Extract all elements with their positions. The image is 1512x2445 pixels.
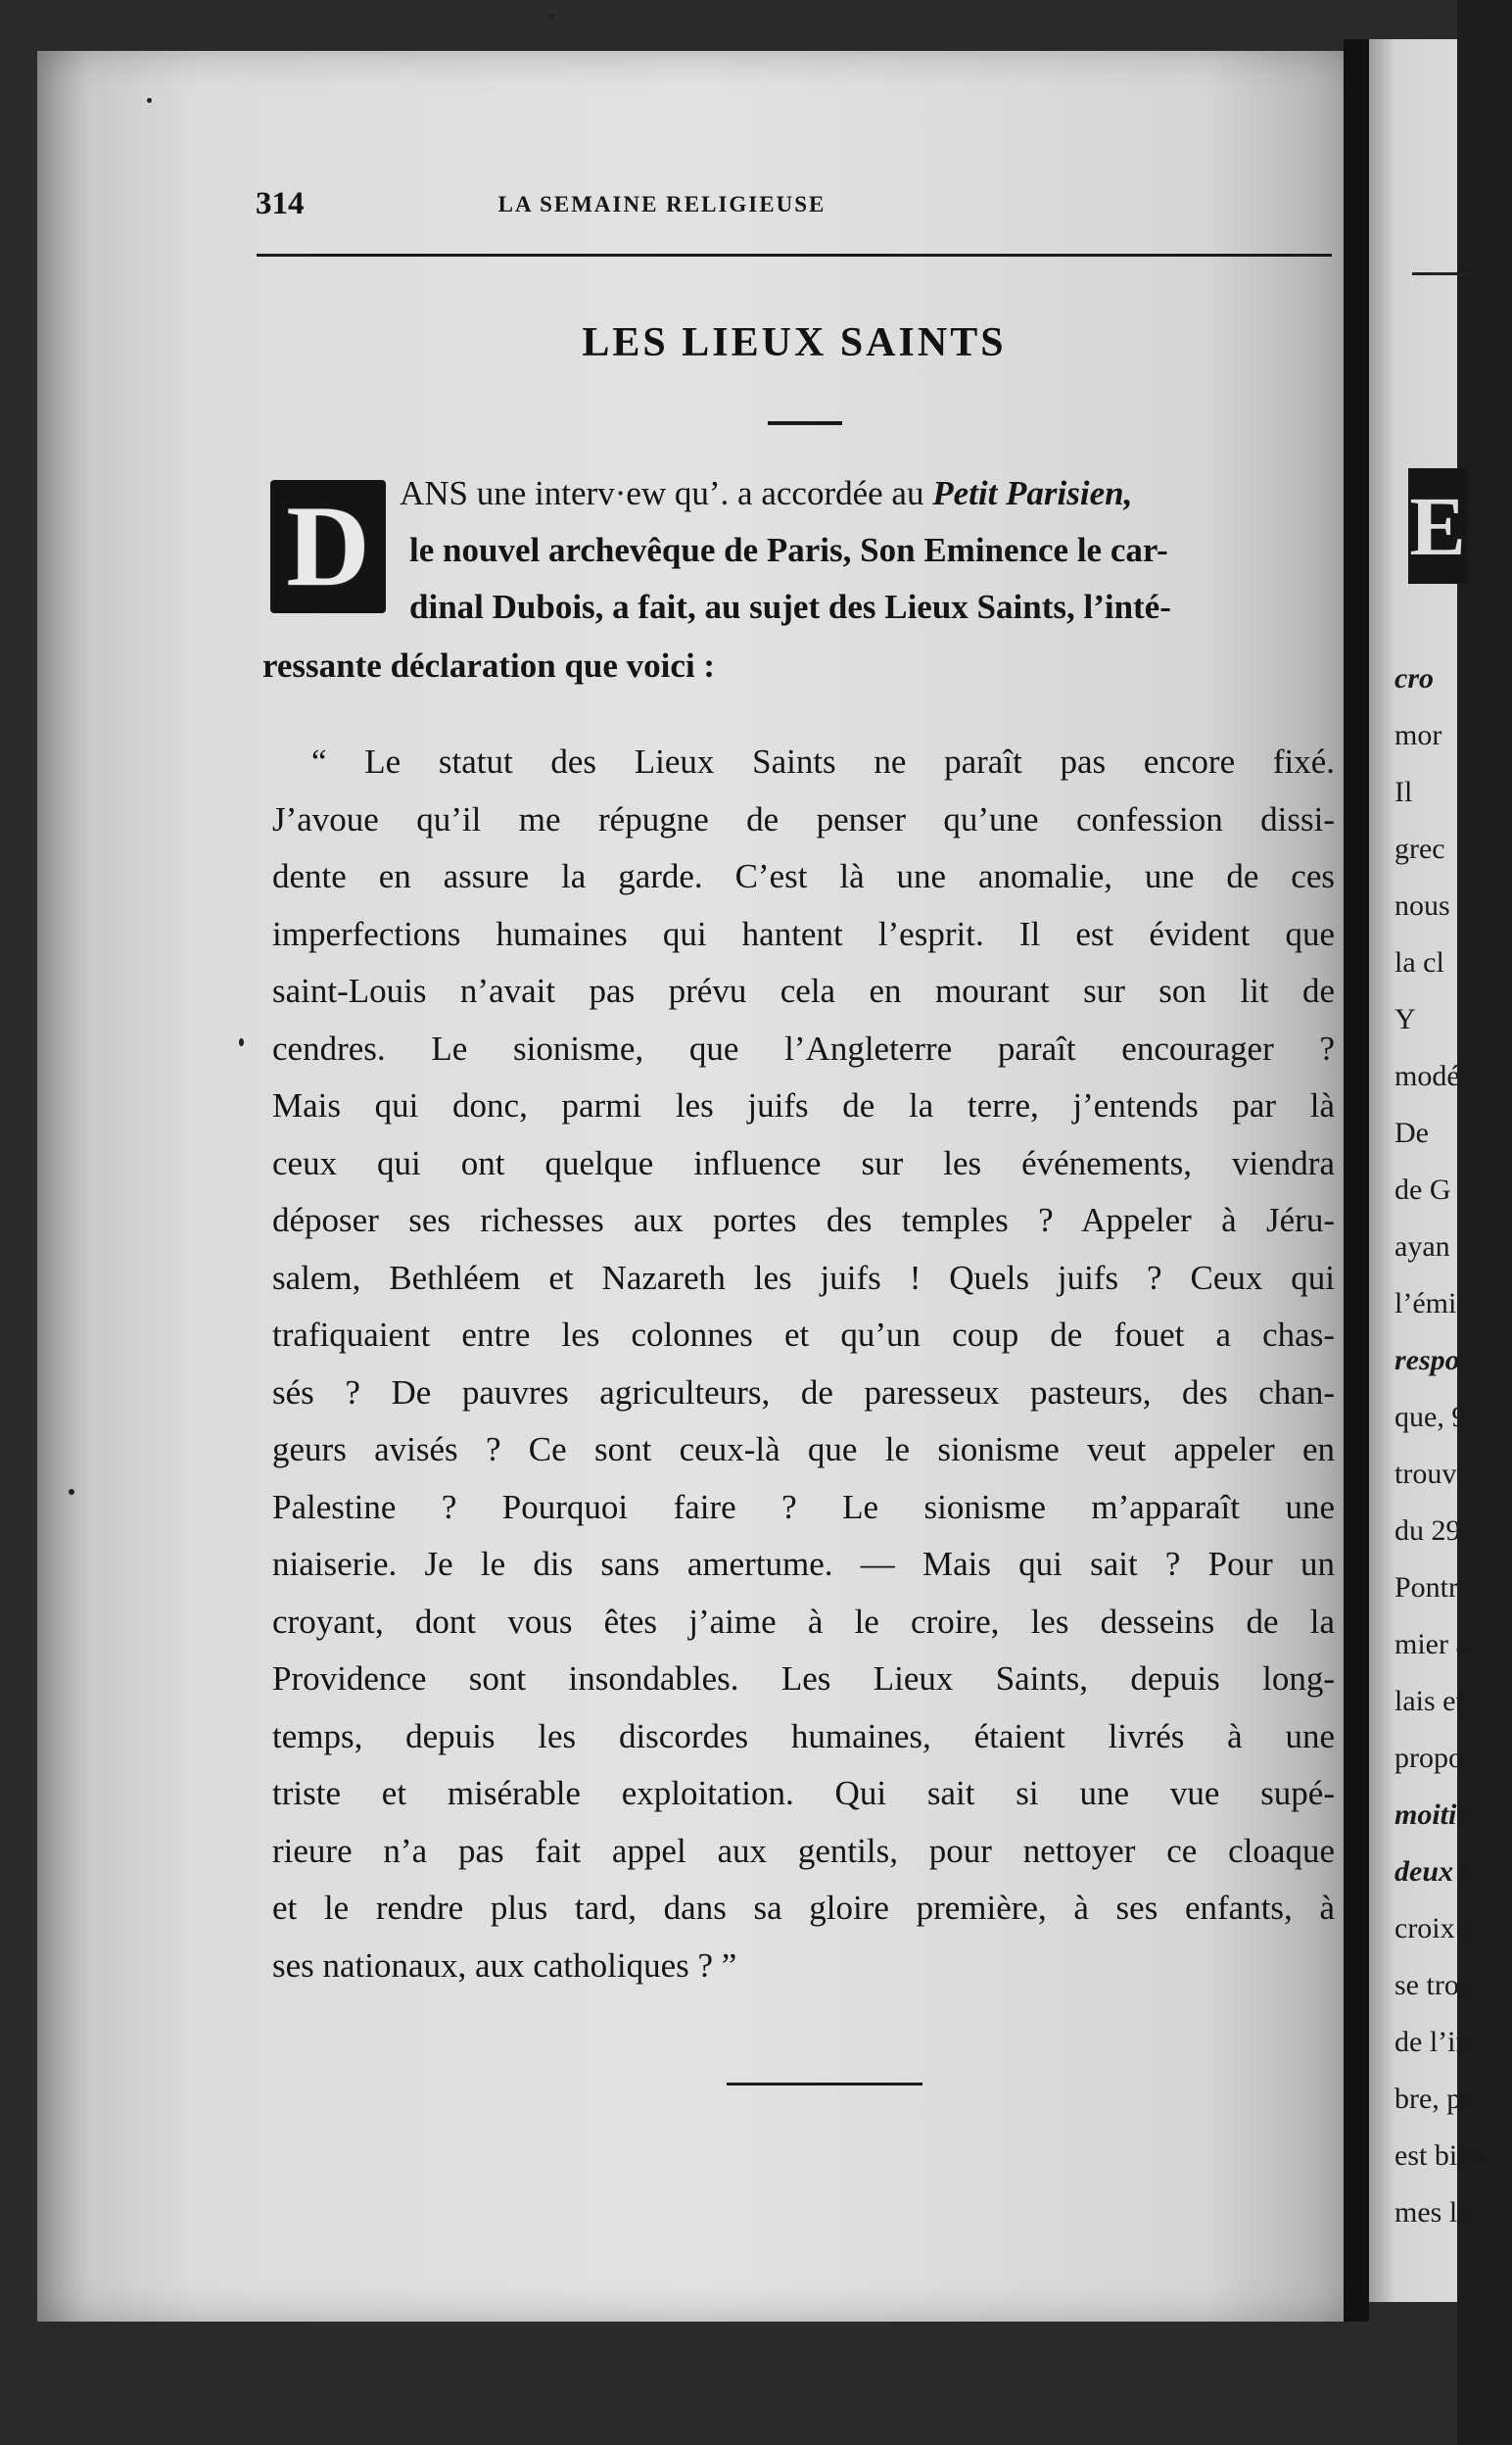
adjacent-line-fragment: croix c (1394, 1912, 1476, 1944)
quote-line: dente en assure la garde. C’est là une anomalie, une de ces (272, 857, 1335, 895)
adjacent-line-fragment: que, 9 (1394, 1401, 1467, 1433)
title-divider (768, 421, 842, 425)
quote-line: temps, depuis les discordes humaines, étaient livrés à une (272, 1716, 1335, 1755)
quote-line: triste et misérable exploitation. Qui sait si une vue supé- (272, 1774, 1335, 1812)
adjacent-line-fragment: l’émi (1394, 1287, 1457, 1319)
ink-speck (69, 1489, 74, 1495)
ink-speck (548, 14, 554, 20)
adjacent-line-fragment: trouv (1394, 1458, 1457, 1490)
adjacent-line-fragment: du 29 (1394, 1514, 1461, 1547)
adjacent-line-fragment: se trou (1394, 1969, 1474, 2001)
newspaper-name: Petit Parisien, (932, 474, 1133, 512)
quote-line: rieure n’a pas fait appel aux gentils, pour nettoyer ce cloaque (272, 1831, 1335, 1870)
ink-speck (239, 1038, 244, 1046)
article-title: LES LIEUX SAINTS (582, 320, 1007, 365)
intro-line (400, 474, 1132, 513)
header-rule (257, 254, 1332, 257)
quote-line: Mais qui donc, parmi les juifs de la terre, j’entends par là (272, 1086, 1335, 1125)
adjacent-line-fragment: la cl (1394, 946, 1444, 979)
intro-line-text: ANS une interv·ew qu’. a accordée au (400, 474, 924, 512)
quote-line: ceux qui ont quelque influence sur les événements, viendra (272, 1143, 1335, 1182)
quote-line: Providence sont insondables. Les Lieux Saints, depuis long- (272, 1659, 1335, 1698)
adjacent-line-fragment: mor (1394, 719, 1442, 751)
adjacent-line-fragment: ayan (1394, 1230, 1450, 1263)
adjacent-line-fragment: modé (1394, 1060, 1460, 1092)
quote-line: trafiquaient entre les colonnes et qu’un coup de fouet a chas- (272, 1316, 1335, 1354)
ink-speck (147, 98, 152, 103)
adjacent-drop-cap: E (1408, 468, 1467, 584)
quote-line: cendres. Le sionisme, que l’Angleterre paraît encourager ? (272, 1029, 1335, 1068)
adjacent-line-fragment: grec (1394, 833, 1445, 865)
adjacent-header-rule (1412, 272, 1471, 275)
adjacent-page (1369, 39, 1486, 2302)
adjacent-line-fragment: propo (1394, 1742, 1463, 1774)
intro-line: ressante déclaration que voici : (262, 647, 716, 685)
journal-title: LA SEMAINE RELIGIEUSE (497, 192, 827, 216)
end-rule (727, 2083, 922, 2085)
intro-line: le nouvel archevêque de Paris, Son Eminence le car- (409, 531, 1168, 569)
adjacent-text-fragments (1394, 650, 1512, 2241)
adjacent-line-fragment: Y (1394, 1003, 1416, 1035)
running-head (256, 186, 1333, 225)
quote-line: “ Le statut des Lieux Saints ne paraît pas encore fixé. (311, 743, 1335, 781)
adjacent-line-fragment: De (1394, 1117, 1429, 1149)
quote-line: croyant, dont vous êtes j’aime à le croire, les desseins de la (272, 1602, 1335, 1641)
adjacent-line-fragment: cro (1394, 662, 1434, 695)
quote-line: déposer ses richesses aux portes des temples ? Appeler à Jéru- (272, 1201, 1335, 1239)
drop-cap-initial (270, 480, 386, 613)
adjacent-line-fragment: nous (1394, 889, 1450, 922)
adjacent-line-fragment: respo (1394, 1344, 1460, 1376)
page-number: 314 (256, 186, 305, 221)
quote-line: Palestine ? Pourquoi faire ? Le sionisme m’apparaît une (272, 1487, 1335, 1526)
quote-line: ses nationaux, aux catholiques ? ” (272, 1945, 737, 1985)
adjacent-line-fragment: mes la (1394, 2196, 1471, 2229)
intro-line: dinal Dubois, a fait, au sujet des Lieux Saints, l’inté- (409, 588, 1171, 626)
adjacent-line-fragment: de G (1394, 1174, 1451, 1206)
adjacent-line-fragment: est bien (1394, 2139, 1486, 2172)
quote-line: salem, Bethléem et Nazareth les juifs ! Quels juifs ? Ceux qui (272, 1258, 1335, 1297)
quote-line: sés ? De pauvres agriculteurs, de paresseux pasteurs, des chan- (272, 1372, 1335, 1412)
adjacent-line-fragment: bre, pa (1394, 2083, 1475, 2115)
adjacent-line-fragment: deux t (1394, 1855, 1469, 1888)
adjacent-line-fragment: de l’in (1394, 2026, 1471, 2058)
adjacent-line-fragment: Il (1394, 776, 1413, 808)
quote-line: J’avoue qu’il me répugne de penser qu’une confession dissi- (272, 799, 1335, 839)
book-gutter (1344, 39, 1369, 2322)
adjacent-line-fragment: lais et (1394, 1685, 1464, 1717)
drop-cap-letter: D (286, 482, 370, 610)
adjacent-line-fragment: Pontr (1394, 1571, 1459, 1604)
quote-line: imperfections humaines qui hantent l’esprit. Il est évident que (272, 914, 1335, 953)
quote-line: niaiserie. Je le dis sans amertume. — Mais qui sait ? Pour un (272, 1545, 1335, 1583)
quote-line: et le rendre plus tard, dans sa gloire première, à ses enfants, à (272, 1889, 1335, 1927)
quote-line: saint-Louis n’avait pas prévu cela en mourant sur son lit de (272, 972, 1335, 1010)
adjacent-line-fragment: mier a (1394, 1628, 1469, 1660)
adjacent-line-fragment: moitié (1394, 1798, 1470, 1831)
quote-line: geurs avisés ? Ce sont ceux-là que le sionisme veut appeler en (272, 1430, 1335, 1468)
